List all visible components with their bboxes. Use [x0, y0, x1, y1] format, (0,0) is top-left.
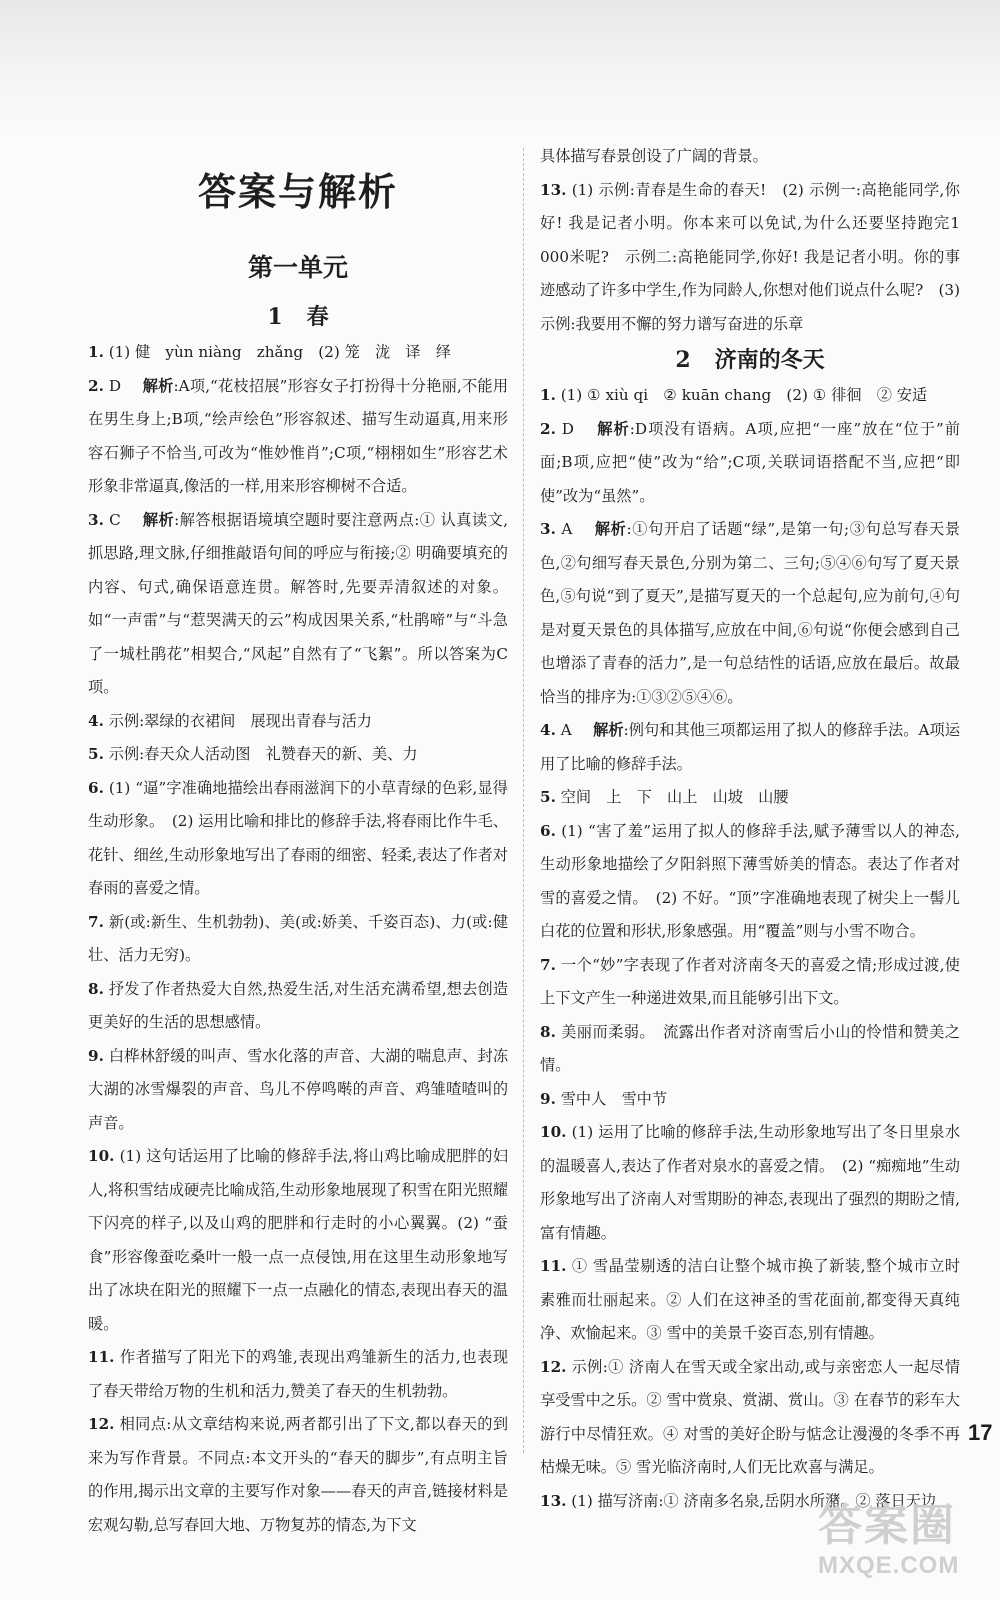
lesson-2-answers	[540, 379, 960, 1518]
item-text: 相同点:从文章结构来说,两者都引出了下文,都以春天的到来为写作背景。不同点:本文开头的“春天的脚步”,有点明主旨的作用,揭示出文章的主要写作对象——春天的声音,链接材料是宏观勾勒,总写春回大地、万物复苏的情态,为下文	[88, 1415, 509, 1534]
item-number: 2.	[88, 376, 104, 395]
answer-item	[88, 370, 508, 504]
item-text: :A项,“花枝招展”形容女子打扮得十分艳丽,不能用在男生身上;B项,“绘声绘色”形容叙述、描写生动逼真,用来形容石狮子不恰当,可改为“惟妙惟肖”;C项,“栩栩如生”形容艺术形象非常逼真,像活的一样,用来形容柳树不合适。	[88, 376, 509, 495]
lesson-1-name: 春	[306, 304, 329, 330]
answer-item	[540, 379, 960, 413]
item-number: 7.	[540, 955, 556, 974]
answer-item	[540, 1351, 960, 1485]
item-number: 3.	[540, 520, 556, 538]
item-number: 2.	[540, 419, 556, 438]
answer-item	[540, 949, 960, 1016]
analysis-label: 解析	[142, 510, 175, 529]
item-text: ① 雪晶莹剔透的洁白让整个城市换了新装,整个城市立时素雅而壮丽起来。② 人们在这神圣的雪花面前,都变得天真纯净、欢愉起来。③ 雪中的美景千姿百态,别有情趣。	[540, 1257, 961, 1342]
item-number: 6.	[540, 821, 556, 840]
item-number: 5.	[540, 788, 556, 806]
answer-item	[540, 174, 960, 342]
item-text: :D项没有语病。A项,应把“一座”放在“位于”前面;B项,应把“使”改为“给”;C项,关联词语搭配不当,应把“即使”改为“虽然”。	[540, 419, 961, 505]
item-number: 9.	[88, 1046, 104, 1065]
item-number: 8.	[88, 979, 104, 998]
item-number: 8.	[540, 1022, 556, 1041]
item-text: :解答根据语境填空题时要注意两点:① 认真读文,抓思路,理文脉,仔细推敲语句间的呼应与衔接;② 明确要填充的内容、句式,确保语意连贯。解答时,先要弄清叙述的对象。如“一声雷”与“惹哭满天的云”构成因果关系,“杜鹃啼”与“斗急了一城杜鹃花”相契合,“风起”自然有了“飞絮”。所以答案为C项。	[88, 510, 509, 696]
answer-item	[540, 1250, 960, 1351]
lesson-1-title	[88, 300, 508, 334]
answer-item	[540, 714, 960, 781]
item-text: (1) 健 yùn niàng zhǎng (2) 笼 泷 译 绎	[108, 343, 451, 361]
item-number: 13.	[540, 180, 567, 199]
item-text: :①句开启了话题“绿”,是第一句;③句总写春天景色,②句细写春天景色,分别为第二、三句;⑤④⑥句写了夏天景色,⑤句说“到了夏天”,是描写夏天的一个总起句,应为前句,④句是对夏天景色的具体描写,应放在中间,⑥句说“你便会感到自己也增添了青春的活力”,是一句总结性的话语,应放在最后。故最恰当的排序为:①③②⑤④⑥。	[540, 520, 961, 706]
item-text: (1) “害了羞”运用了拟人的修辞手法,赋予薄雪以人的神态,生动形象地描绘了夕阳斜照下薄雪娇美的情态。表达了作者对雪的喜爱之情。 (2) 不好。“顶”字准确地表现了树尖上一髻儿白花的位置和形状,形象感强。用“覆盖”则与小雪不吻合。	[540, 821, 961, 940]
lesson-2-name: 济南的冬天	[714, 347, 825, 373]
answer-choice: A	[561, 520, 573, 538]
item-text: 一个“妙”字表现了作者对济南冬天的喜爱之情;形成过渡,使上下文产生一种递进效果,而且能够引出下文。	[540, 955, 960, 1007]
item-number: 9.	[540, 1089, 556, 1108]
scan-top-shadow	[0, 0, 1000, 140]
item-number: 4.	[540, 721, 556, 739]
item-text: (1) 这句话运用了比喻的修辞手法,将山鸡比喻成肥胖的妇人,将积雪结成硬壳比喻成箔,生动形象地展现了积雪在阳光照耀下闪亮的样子,以及山鸡的肥胖和行走时的小心翼翼。(2) “蚕食”形容像蚕吃桑叶一般一点一点侵蚀,用在这里生动形象地写出了冰块在阳光的照耀下一点一点融化的情态,表现出春天的温暖。	[88, 1147, 509, 1333]
analysis-label: 解析	[593, 721, 624, 739]
analysis-label: 解析	[142, 376, 174, 395]
watermark-url: MXQE.COM	[818, 1552, 960, 1579]
lesson-2-number: 2	[675, 347, 691, 373]
item-text: 新(或:新生、生机勃勃)、美(或:娇美、千姿百态)、力(或:健壮、活力无穷)。	[88, 912, 509, 964]
right-column	[540, 140, 960, 1518]
answer-item	[540, 781, 960, 815]
item-number: 7.	[88, 912, 104, 931]
item-text: 示例:① 济南人在雪天或全家出动,或与亲密恋人一起尽情享受雪中之乐。② 雪中赏泉、赏湖、赏山。③ 在春节的彩车大游行中尽情狂欢。④ 对雪的美好企盼与惦念让漫漫的冬季不再枯燥无味。⑤ 雪光临济南时,人们无比欢喜与满足。	[540, 1357, 961, 1476]
item-number: 13.	[540, 1491, 567, 1510]
item-number: 10.	[540, 1123, 567, 1141]
answer-item	[88, 973, 508, 1040]
answer-item	[88, 705, 508, 739]
item-number: 12.	[88, 1415, 115, 1433]
answer-item	[88, 504, 508, 705]
item-text: (1) 描写济南:① 济南多名泉,岳阴水所潴。② 落日天边	[571, 1491, 937, 1510]
lesson-1-answers	[88, 336, 508, 1542]
analysis-label: 解析	[594, 520, 627, 538]
answer-item	[88, 1040, 508, 1141]
answer-item	[540, 413, 960, 514]
item-number: 10.	[88, 1147, 115, 1165]
item-text: 美丽而柔弱。 流露出作者对济南雪后小山的怜惜和赞美之情。	[540, 1022, 960, 1074]
answer-item	[540, 1083, 960, 1117]
answer-item	[540, 513, 960, 714]
answer-item	[88, 738, 508, 772]
answer-item	[88, 336, 508, 370]
watermark-logo: 答案圈	[818, 1501, 956, 1550]
answer-item	[540, 1116, 960, 1250]
answer-item	[88, 906, 508, 973]
item-number: 1.	[88, 343, 104, 361]
lesson-1-number: 1	[267, 304, 283, 330]
unit-title: 第一单元	[247, 253, 348, 282]
answer-choice: A	[560, 721, 572, 739]
answer-item	[88, 1140, 508, 1341]
item-number: 5.	[88, 745, 104, 763]
answer-item	[540, 815, 960, 949]
item-text: 作者描写了阳光下的鸡雏,表现出鸡雏新生的活力,也表现了春天带给万物的生机和活力,赞美了春天的生机勃勃。	[88, 1348, 509, 1400]
page-number: 17	[968, 1420, 993, 1445]
item-text: 示例:春天众人活动图 礼赞春天的新、美、力	[108, 745, 418, 763]
item-number: 11.	[88, 1348, 115, 1366]
item-text: 示例:翠绿的衣裙间 展现出青春与活力	[108, 711, 372, 730]
item-text: (1) ① xiù qi ② kuān chang (2) ① 徘徊 ② 安适	[560, 386, 928, 404]
item-text: (1) 运用了比喻的修辞手法,生动形象地写出了冬日里泉水的温暖喜人,表达了作者对泉水的喜爱之情。 (2) “痴痴地”生动形象地写出了济南人对雪期盼的神态,表现出了强烈的期盼之情,富有情趣。	[540, 1123, 961, 1242]
item-text: 空间 上 下 山上 山坡 山腰	[560, 788, 789, 806]
item-number: 3.	[88, 510, 104, 529]
item-text: 抒发了作者热爱大自然,热爱生活,对生活充满希望,想去创造更美好的生活的思想感情。	[88, 979, 509, 1031]
item-text: :例句和其他三项都运用了拟人的修辞手法。A项运用了比喻的修辞手法。	[540, 721, 961, 773]
answer-item	[88, 1341, 508, 1408]
lesson-2-title	[540, 343, 960, 377]
answer-item	[540, 1016, 960, 1083]
left-column	[88, 140, 508, 1542]
item-number: 1.	[540, 386, 556, 404]
item-number: 11.	[540, 1257, 567, 1275]
answer-choice: C	[109, 510, 121, 529]
lesson-1-continuation: 具体描写春景创设了广阔的背景。	[540, 147, 768, 165]
item-number: 6.	[88, 778, 104, 797]
answer-item	[88, 1408, 508, 1542]
item-number: 4.	[88, 711, 104, 730]
item-text: 雪中人 雪中节	[560, 1089, 667, 1108]
answer-choice: D	[561, 419, 574, 438]
item-text: 白桦林舒缓的叫声、雪水化落的声音、大湖的喘息声、封冻大湖的冰雪爆裂的声音、鸟儿不停鸣啭的声音、鸡雏喳喳叫的声音。	[88, 1046, 509, 1132]
page-title: 答案与解析	[197, 169, 398, 214]
column-divider	[523, 148, 524, 1453]
answer-choice: D	[108, 376, 122, 395]
analysis-label: 解析	[597, 419, 630, 438]
item-text: (1) 示例:青春是生命的春天! (2) 示例一:高艳能同学,你好! 我是记者小明。你本来可以免试,为什么还要坚持跑完1 000米呢? 示例二:高艳能同学,你好! 我是记者小明。你的事迹感动了许多中学生,作为同龄人,你想对他们说点什么呢? (3) 示例:我要用不懈的努力谱写奋进的乐章	[540, 180, 960, 333]
item-text: (1) “逼”字准确地描绘出春雨滋润下的小草青绿的色彩,显得生动形象。 (2) 运用比喻和排比的修辞手法,将春雨比作牛毛、花针、细丝,生动形象地写出了春雨的细密、轻柔,表达了作者对春雨的喜爱之情。	[88, 778, 508, 897]
watermark	[818, 1500, 988, 1590]
item-number: 12.	[540, 1357, 567, 1376]
answer-item	[88, 772, 508, 906]
